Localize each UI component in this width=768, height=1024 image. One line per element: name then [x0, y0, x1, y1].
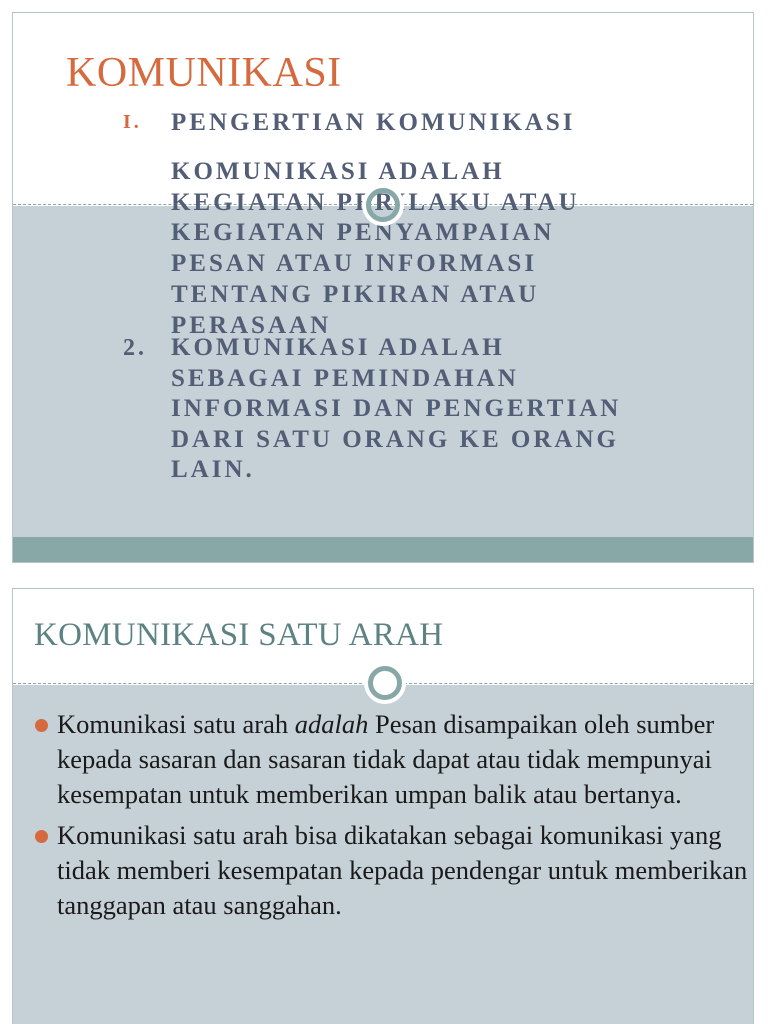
item2-body-line: KOMUNIKASI ADALAH	[171, 334, 505, 361]
item1-body-line: PERASAAN	[171, 311, 332, 339]
slide-footer-band	[13, 537, 753, 563]
slide-title: KOMUNIKASI SATU ARAH	[34, 617, 444, 653]
bullet-emphasis: adalah	[294, 709, 369, 739]
item1-body-line: TENTANG PIKIRAN ATAU	[171, 280, 540, 308]
list-number-2: 2.	[123, 335, 147, 361]
item1-body-line: KEGIATAN PENYAMPAIAN	[171, 219, 555, 247]
item2-body-line: LAIN.	[171, 456, 255, 483]
bullet-dot-icon	[35, 830, 48, 843]
item1-body-line: KEGIATAN PERILAKU ATAU	[171, 188, 580, 216]
bullet-dot-icon	[35, 719, 48, 732]
bullet-text: Pesan disampaikan oleh sumber kepada sasaran dan sasaran tidak dapat atau tidak mempunyai kesempatan untuk memberikan umpan balik atau bertanya.	[57, 709, 715, 809]
item2-body-line: SEBAGAI PEMINDAHAN	[171, 364, 519, 392]
list-item	[35, 707, 751, 812]
ring-ornament-icon	[367, 665, 403, 701]
ring-ornament-icon	[365, 187, 401, 223]
slide-title: KOMUNIKASI	[66, 50, 342, 96]
list-number-1: I.	[123, 111, 142, 133]
item1-body-line: PESAN ATAU INFORMASI	[171, 250, 538, 278]
item1-heading: PENGERTIAN KOMUNIKASI	[171, 109, 576, 136]
list-item	[35, 818, 751, 923]
slide-komunikasi-satu-arah	[12, 588, 754, 1024]
item2-body	[171, 333, 621, 486]
item2-body-line: DARI SATU ORANG KE ORANG	[171, 425, 619, 453]
bullet-text: Komunikasi satu arah bisa dikatakan sebagai komunikasi yang tidak memberi kesempatan kepada pendengar untuk memberikan tanggapan atau sanggahan.	[57, 820, 748, 920]
bullet-list	[35, 707, 751, 929]
slide-komunikasi	[12, 12, 754, 563]
item1-body-line: KOMUNIKASI ADALAH	[171, 158, 505, 185]
item2-body-line: INFORMASI DAN PENGERTIAN	[171, 395, 622, 422]
bullet-text: Komunikasi satu arah	[57, 709, 295, 739]
